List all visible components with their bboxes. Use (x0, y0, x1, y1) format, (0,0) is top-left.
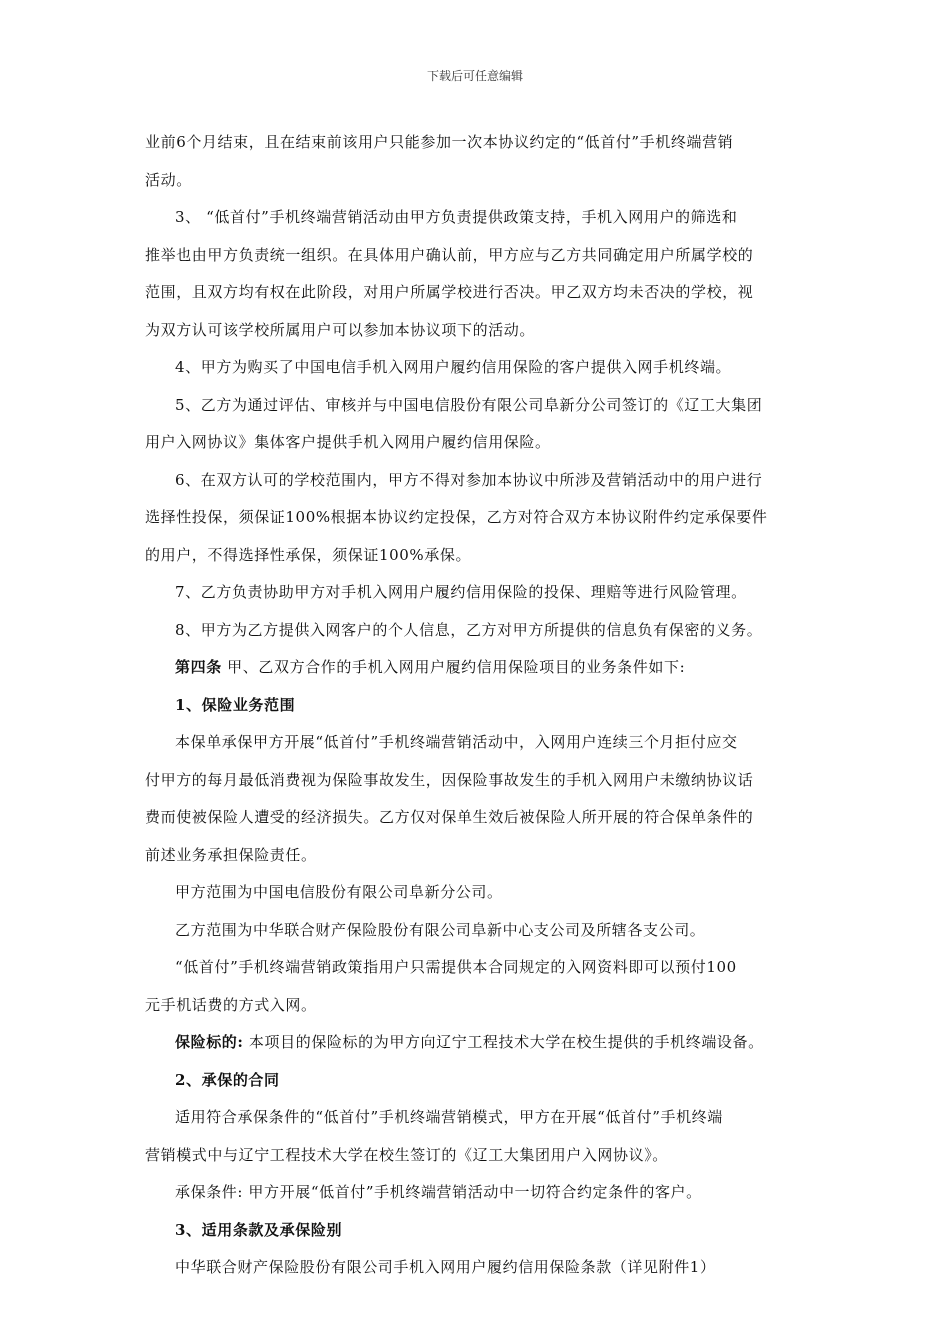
paragraph-line (145, 199, 805, 237)
line-text: 元手机话费的方式入网。 (145, 995, 317, 1014)
line-text: 3、适用条款及承保险别 (175, 1220, 343, 1239)
document-body (145, 124, 805, 1287)
line-text: “低首付”手机终端营销政策指用户只需提供本合同规定的入网资料即可以预付100 (175, 958, 737, 976)
line-text: 2、承保的合同 (175, 1070, 280, 1089)
bold-lead: 第四条 (175, 658, 222, 676)
paragraph-line (145, 1137, 805, 1175)
line-text: 1、保险业务范围 (175, 695, 296, 714)
line-text: 乙方范围为中华联合财产保险股份有限公司阜新中心支公司及所辖各支公司。 (175, 920, 706, 939)
line-text: 用户入网协议》集体客户提供手机入网用户履约信用保险。 (145, 433, 551, 451)
line-text: 适用符合承保条件的“低首付”手机终端营销模式，甲方在开展“低首付”手机终端 (175, 1108, 723, 1126)
line-text: 范围，且双方均有权在此阶段，对用户所属学校进行否决。甲乙双方均未否决的学校，视 (145, 283, 754, 301)
line-text: 本项目的保险标的为甲方向辽宁工程技术大学在校生提供的手机终端设备。 (243, 1033, 764, 1051)
paragraph-line (145, 912, 805, 950)
paragraph-line (145, 762, 805, 800)
line-text: 本保单承保甲方开展“低首付”手机终端营销活动中，入网用户连续三个月拒付应交 (175, 733, 738, 751)
line-text: 8、甲方为乙方提供入网客户的个人信息，乙方对甲方所提供的信息负有保密的义务。 (175, 620, 763, 639)
paragraph-line (145, 724, 805, 762)
line-text: 甲方范围为中国电信股份有限公司阜新分公司。 (175, 883, 503, 901)
paragraph-line (145, 237, 805, 275)
paragraph-line (145, 612, 805, 650)
line-text: 的用户，不得选择性承保，须保证100%承保。 (145, 545, 472, 564)
paragraph-line (145, 687, 805, 725)
paragraph-line (145, 1062, 805, 1100)
paragraph-line (145, 649, 805, 687)
line-text: 6、在双方认可的学校范围内，甲方不得对参加本协议中所涉及营销活动中的用户进行 (175, 470, 763, 489)
line-text: 7、乙方负责协助甲方对手机入网用户履约信用保险的投保、理赔等进行风险管理。 (175, 583, 747, 601)
paragraph-line (145, 349, 805, 387)
paragraph-line (145, 424, 805, 462)
paragraph-line (145, 874, 805, 912)
line-text: 中华联合财产保险股份有限公司手机入网用户履约信用保险条款（详见附件1） (175, 1258, 716, 1276)
paragraph-line (145, 1174, 805, 1212)
paragraph-line (145, 1249, 805, 1287)
line-text: 甲、乙双方合作的手机入网用户履约信用保险项目的业务条件如下: (221, 658, 686, 676)
line-text: 5、乙方为通过评估、审核并与中国电信股份有限公司阜新分公司签订的《辽工大集团 (175, 395, 763, 414)
line-text: 推举也由甲方负责统一组织。在具体用户确认前，甲方应与乙方共同确定用户所属学校的 (145, 245, 754, 264)
line-text: 业前6个月结束，且在结束前该用户只能参加一次本协议约定的“低首付”手机终端营销 (145, 133, 734, 151)
line-text: 承保条件: 甲方开展“低首付”手机终端营销活动中一切符合约定条件的客户。 (175, 1183, 702, 1201)
page-header: 下载后可任意编辑 (426, 69, 523, 83)
paragraph-line (145, 1212, 805, 1250)
paragraph-line (145, 499, 805, 537)
paragraph-line (145, 537, 805, 575)
line-text: 4、甲方为购买了中国电信手机入网用户履约信用保险的客户提供入网手机终端。 (175, 358, 732, 376)
line-text: 选择性投保，须保证100%根据本协议约定投保，乙方对符合双方本协议附件约定承保要件 (145, 508, 768, 526)
paragraph-line (145, 387, 805, 425)
paragraph-line (145, 1099, 805, 1137)
paragraph-line (145, 124, 805, 162)
line-text: 3、 “低首付”手机终端营销活动由甲方负责提供政策支持，手机入网用户的筛选和 (175, 208, 738, 226)
paragraph-line (145, 949, 805, 987)
line-text: 费而使被保险人遭受的经济损失。乙方仅对保单生效后被保险人所开展的符合保单条件的 (145, 808, 754, 826)
paragraph-line (145, 837, 805, 875)
paragraph-line (145, 312, 805, 350)
paragraph-line (145, 799, 805, 837)
line-text: 活动。 (145, 170, 192, 189)
paragraph-line (145, 574, 805, 612)
paragraph-line (145, 1024, 805, 1062)
line-text: 前述业务承担保险责任。 (145, 845, 317, 864)
line-text: 付甲方的每月最低消费视为保险事故发生，因保险事故发生的手机入网用户未缴纳协议话 (145, 770, 754, 789)
line-text: 为双方认可该学校所属用户可以参加本协议项下的活动。 (145, 320, 536, 339)
paragraph-line (145, 987, 805, 1025)
paragraph-line (145, 274, 805, 312)
paragraph-line (145, 162, 805, 200)
paragraph-line (145, 462, 805, 500)
bold-lead: 保险标的: (175, 1033, 244, 1051)
line-text: 营销模式中与辽宁工程技术大学在校生签订的《辽工大集团用户入网协议》。 (145, 1145, 668, 1164)
